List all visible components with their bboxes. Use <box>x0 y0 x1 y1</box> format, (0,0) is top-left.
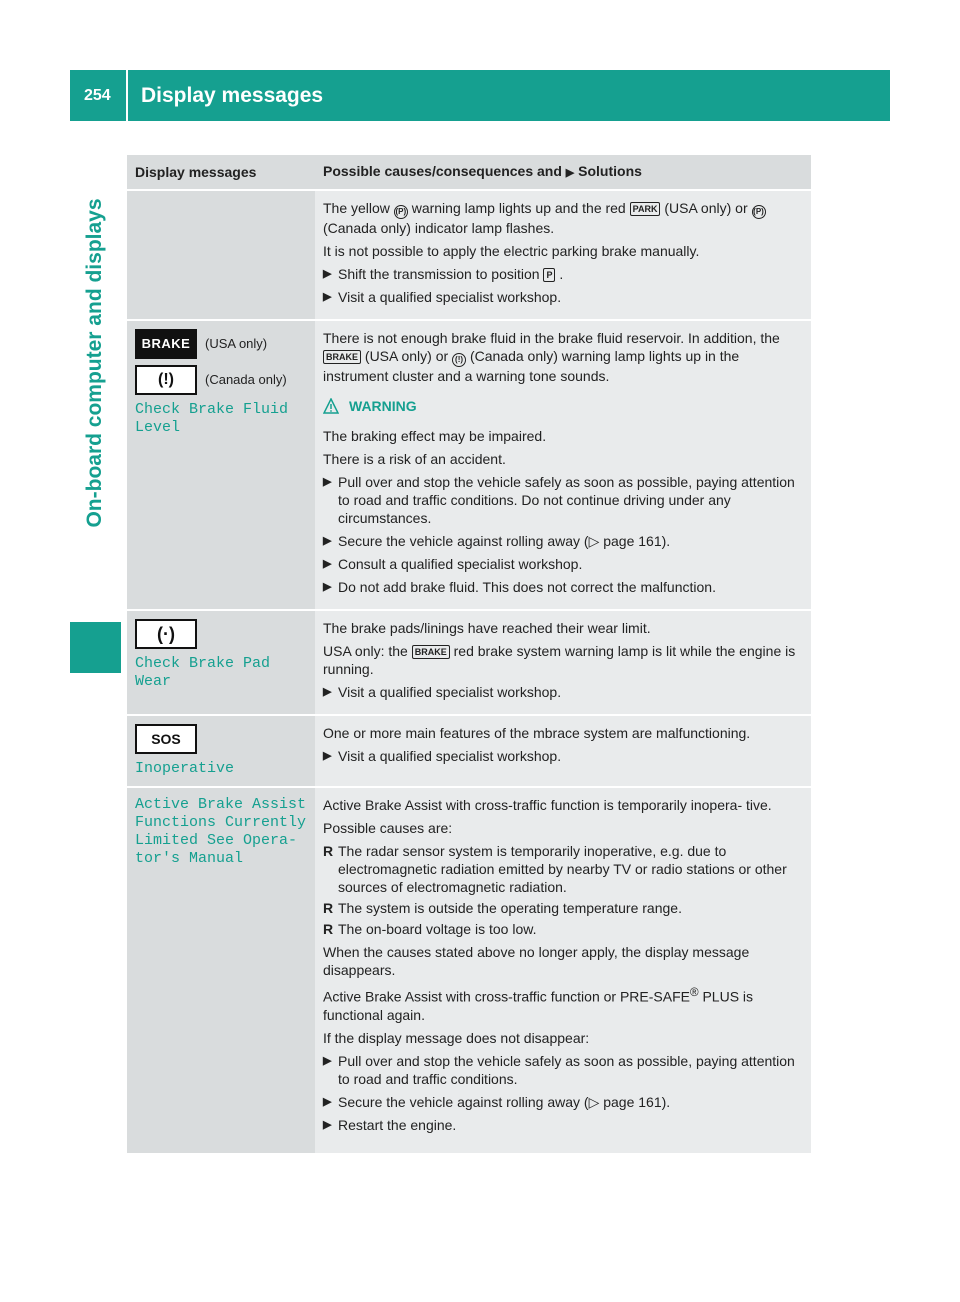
page-header <box>70 70 890 121</box>
side-tab-block <box>70 622 121 673</box>
table-row <box>127 610 811 715</box>
col2-header-text-b: Solutions <box>578 163 642 179</box>
step <box>323 1093 803 1111</box>
brake-icon: BRAKE <box>135 329 197 359</box>
bullet-marker: R <box>323 843 334 859</box>
icon-row <box>135 619 307 649</box>
warning-title: WARNING <box>349 398 417 414</box>
icon-row <box>135 724 307 754</box>
table-row <box>127 320 811 610</box>
causes-cell <box>315 787 811 1153</box>
text: Do not add brake fluid. This does not correct the malfunction. <box>338 579 716 595</box>
causes-cell <box>315 320 811 610</box>
display-messages-table <box>127 155 811 1153</box>
brake-warning-icon: (!) <box>135 365 197 395</box>
paragraph: Possible causes are: <box>323 820 453 836</box>
step <box>323 532 803 550</box>
message-cell <box>127 787 315 1153</box>
step <box>323 265 803 283</box>
message-cell <box>127 190 315 320</box>
step-arrow-icon: ▶ <box>323 1095 332 1108</box>
parking-brake-icon: (P) <box>752 205 766 219</box>
bullet-marker: R <box>323 900 334 916</box>
message-cell <box>127 320 315 610</box>
step <box>323 683 803 701</box>
paragraph: The brake pads/linings have reached their wear limit. <box>323 620 651 636</box>
paragraph: Active Brake Assist with cross-traffic function is temporarily inopera- tive. <box>323 797 772 813</box>
text: or <box>735 200 748 216</box>
brake-icon: BRAKE <box>323 350 361 364</box>
text: Pull over and stop the vehicle safely as soon as possible, paying attention to road and traffic conditions. <box>338 1052 795 1087</box>
text: Secure the vehicle against rolling away (▷ page 161). <box>338 533 671 549</box>
causes-cell <box>315 610 811 715</box>
text: (USA only) <box>664 200 732 216</box>
text: Consult a qualified specialist workshop. <box>338 556 583 572</box>
brake-warning-icon: (!) <box>452 353 466 367</box>
text: . <box>559 266 564 282</box>
parking-brake-icon: (P) <box>394 205 408 219</box>
brake-pad-icon: (·) <box>135 619 197 649</box>
icon-row <box>135 329 307 359</box>
col2-header-text-a: Possible causes/consequences and <box>323 163 562 179</box>
bullet-item <box>323 842 803 896</box>
display-message: Check Brake Fluid Level <box>135 401 289 436</box>
paragraph <box>323 984 803 1024</box>
arrow-icon: ▶ <box>565 167 575 179</box>
text: Shift the transmission to position <box>338 266 540 282</box>
paragraph <box>323 642 803 678</box>
paragraph: One or more main features of the mbrace system are malfunctioning. <box>323 725 751 741</box>
step-arrow-icon: ▶ <box>323 1118 332 1131</box>
paragraph: The braking effect may be impaired. <box>323 428 547 444</box>
header-title: Display messages <box>141 84 324 107</box>
table-row <box>127 715 811 787</box>
text: (Canada only) warning lamp lights up in the instrument cluster and a warning tone sounds. <box>323 348 740 384</box>
paragraph: It is not possible to apply the electric parking brake manually. <box>323 243 700 259</box>
step-arrow-icon: ▶ <box>323 535 332 547</box>
display-message: Inoperative <box>135 760 235 777</box>
step-arrow-icon: ▶ <box>323 291 332 303</box>
sos-icon: SOS <box>135 724 197 754</box>
registered-mark: ® <box>689 986 699 999</box>
step <box>323 747 803 765</box>
text: Active Brake Assist with cross-traffic function or PRE-SAFE <box>323 988 690 1005</box>
text: Visit a qualified specialist workshop. <box>338 289 562 305</box>
icon-label: (USA only) <box>205 336 268 351</box>
step-arrow-icon: ▶ <box>323 686 332 698</box>
paragraph: If the display message does not disappear: <box>323 1029 590 1046</box>
text: The system is outside the operating temperature range. <box>338 900 682 916</box>
display-message: Check Brake Pad Wear <box>135 655 271 690</box>
gear-p-icon: P <box>543 268 555 282</box>
col-header-messages <box>127 155 315 190</box>
park-icon: PARK <box>630 202 661 216</box>
text: Visit a qualified specialist workshop. <box>338 684 562 700</box>
table-header-row <box>127 155 811 190</box>
table-row <box>127 190 811 320</box>
brake-icon: BRAKE <box>412 645 450 659</box>
step <box>323 1116 803 1134</box>
bullet-item <box>323 899 803 917</box>
causes-cell <box>315 715 811 787</box>
display-message: Active Brake Assist Functions Currently Limited See Opera- tor's Manual <box>135 796 307 867</box>
icon-row <box>135 365 307 395</box>
icon-label: (Canada only) <box>205 372 287 387</box>
message-cell <box>127 610 315 715</box>
warning-triangle-icon <box>323 398 339 414</box>
side-tab-label: On-board computer and displays <box>83 198 106 528</box>
text: (Canada only) indicator lamp flashes. <box>323 220 555 236</box>
text: The radar sensor system is temporarily inoperative, e.g. due to electromagnetic radiation emitted by nearby TV or radio stations or other sources of electromagnetic radiation. <box>338 843 787 895</box>
text: Visit a qualified specialist workshop. <box>338 748 562 764</box>
header-divider <box>126 70 128 121</box>
step-arrow-icon: ▶ <box>323 1054 332 1067</box>
text: PLUS is functional again. <box>323 988 754 1023</box>
bullet-item <box>323 920 803 938</box>
warning-heading <box>323 397 803 415</box>
text: The on-board voltage is too low. <box>338 921 537 937</box>
text: red brake system warning lamp is lit while the engine is running. <box>323 643 796 677</box>
paragraph <box>323 199 803 237</box>
step-arrow-icon: ▶ <box>323 476 332 488</box>
text: The yellow <box>323 200 390 216</box>
causes-cell <box>315 190 811 320</box>
step-arrow-icon: ▶ <box>323 558 332 570</box>
step-arrow-icon: ▶ <box>323 268 332 280</box>
page-number: 254 <box>84 87 111 104</box>
bullet-marker: R <box>323 921 334 937</box>
text: There is not enough brake fluid in the brake fluid reservoir. In addition, the <box>323 330 780 346</box>
step <box>323 1052 803 1088</box>
paragraph: There is a risk of an accident. <box>323 451 506 467</box>
paragraph <box>323 329 803 385</box>
step-arrow-icon: ▶ <box>323 750 332 762</box>
text: Secure the vehicle against rolling away (▷ page 161). <box>338 1093 671 1110</box>
paragraph: When the causes stated above no longer apply, the display message disappears. <box>323 944 750 978</box>
col1-header-text: Display messages <box>135 164 257 180</box>
message-cell <box>127 715 315 787</box>
step <box>323 288 803 306</box>
step <box>323 473 803 527</box>
text: warning lamp lights up and the red <box>411 200 626 216</box>
step <box>323 555 803 573</box>
text: Restart the engine. <box>338 1116 457 1133</box>
text: USA only: the <box>323 643 408 659</box>
table-row <box>127 787 811 1153</box>
col-header-causes <box>315 155 811 190</box>
text: (USA only) or <box>364 348 449 364</box>
step <box>323 578 803 596</box>
step-arrow-icon: ▶ <box>323 581 332 593</box>
text: Pull over and stop the vehicle safely as soon as possible, paying attention to road and traffic conditions. Do not continue driving under any circumstances. <box>338 474 795 526</box>
